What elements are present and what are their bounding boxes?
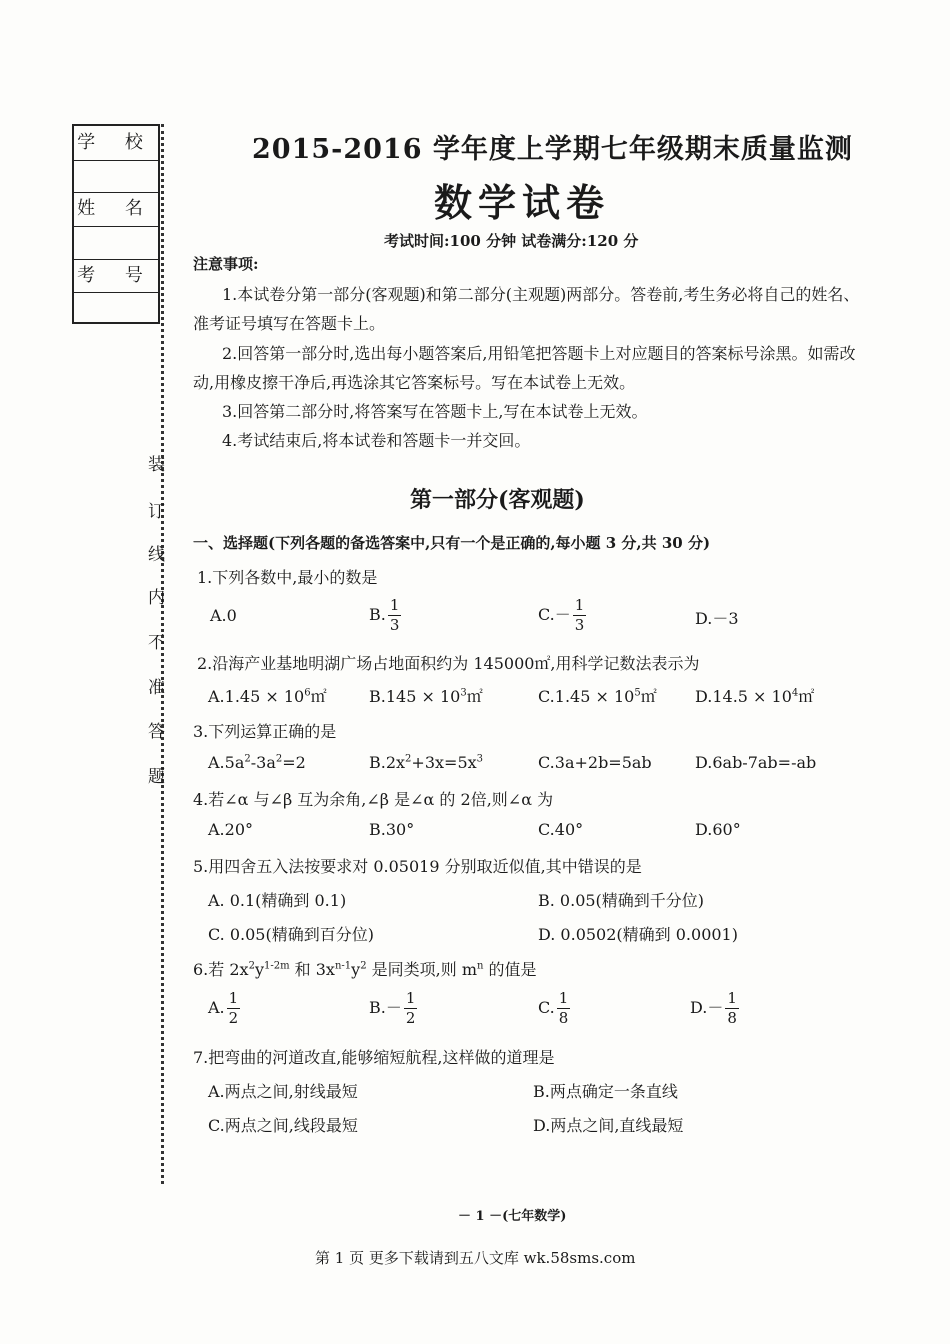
q3-option-b: $B.2x^2+3x=5x^3$ [369,753,484,772]
q4-option-b: B.30° [369,820,415,839]
q7-option-d: D.两点之间,直线最短 [533,1116,684,1135]
school-field [74,161,158,193]
binding-char: 线 [148,545,165,565]
q4-option-d: D.60° [695,820,741,839]
section-one-heading: 一、选择题(下列各题的备选答案中,只有一个是正确的,每小题 3 分,共 30 分) [193,534,711,552]
school-label: 学 校 [74,126,158,161]
q2-option-c: $C.1.45 \times 10^5㎡$ [538,687,657,706]
note-1-cont: 准考证号填写在答题卡上。 [193,314,386,333]
note-1: 1.本试卷分第一部分(客观题)和第二部分(主观题)两部分。答卷前,考生务必将自己的姓名、 [222,285,860,304]
binding-char: 装 [148,455,165,475]
q2-option-d: $D.14.5 \times 10^4㎡$ [695,687,815,706]
note-2: 2.回答第一部分时,选出每小题答案后,用铅笔把答题卡上对应题目的答案标号涂黑。如需改 [222,344,856,363]
binding-char: 内 [148,588,165,608]
q1-option-a: A.0 [210,606,237,625]
q2-option-b: $B.145 \times 10^3㎡$ [369,687,483,706]
q3-option-d: D.6ab-7ab=-ab [695,753,817,772]
binding-char: 准 [148,678,165,698]
question-7: 7.把弯曲的河道改直,能够缩短航程,这样做的道理是 [193,1048,555,1067]
binding-dotted-line [161,124,164,1184]
notes-heading: 注意事项: [193,255,259,273]
q1-option-c: C.－ $\frac{1}{3}$ [538,596,585,634]
exam-meta: 考试时间:100 分钟 试卷满分:120 分 [384,232,639,250]
q5-option-c: C. 0.05(精确到百分位) [208,925,374,944]
binding-char: 答 [148,722,165,742]
note-2-cont: 动,用橡皮擦干净后,再选涂其它答案标号。写在本试卷上无效。 [193,373,636,392]
question-5: 5.用四舍五入法按要求对 0.05019 分别取近似值,其中错误的是 [193,857,642,876]
q7-option-a: A.两点之间,射线最短 [208,1082,358,1101]
question-3: 3.下列运算正确的是 [193,722,337,741]
q6-option-a: A. $\frac{1}{2}$ [208,989,239,1027]
q3-option-a: $A.5a^2-3a^2=2$ [208,753,306,772]
note-4: 4.考试结束后,将本试卷和答题卡一并交回。 [222,431,531,450]
binding-char: 订 [148,502,165,522]
q4-option-a: A.20° [208,820,253,839]
exam-title: 2015-2016 学年度上学期七年级期末质量监测 [252,134,853,165]
q6-option-d: D.－ $\frac{1}{8}$ [690,989,737,1027]
binding-char: 题 [148,767,165,787]
page-number: － 1 －(七年数学) [458,1209,567,1224]
subject-title: 数学试卷 [434,180,611,225]
q7-option-c: C.两点之间,线段最短 [208,1116,358,1135]
q5-option-a: A. 0.1(精确到 0.1) [208,891,347,910]
q1-option-d: D.－3 [695,609,739,628]
question-1: 1.下列各数中,最小的数是 [197,568,378,587]
note-3: 3.回答第二部分时,将答案写在答题卡上,写在本试卷上无效。 [222,402,648,421]
name-field [74,227,158,260]
exam-no-field [74,293,158,324]
binding-char: 不 [148,633,165,653]
question-6: 6.若 $2x^2y^{1-2m}$ 和 $3x^{n-1}y^2$ 是同类项,则 $m^n$ 的值是 [193,960,537,979]
q4-option-c: C.40° [538,820,584,839]
footer-download-link[interactable]: 第 1 页 更多下载请到五八文库 wk.58sms.com [315,1249,636,1267]
q6-option-c: C. $\frac{1}{8}$ [538,989,569,1027]
question-2: 2.沿海产业基地明湖广场占地面积约为 145000㎡,用科学记数法表示为 [197,654,700,673]
q5-option-d: D. 0.0502(精确到 0.0001) [538,925,738,944]
exam-no-label: 考 号 [74,260,158,293]
q1-option-b: B. $\frac{1}{3}$ [369,596,400,634]
q2-option-a: $A.1.45 \times 10^6㎡$ [208,687,327,706]
student-info-box [72,124,160,324]
name-label: 姓 名 [74,193,158,227]
q6-option-b: B.－ $\frac{1}{2}$ [369,989,416,1027]
q5-option-b: B. 0.05(精确到千分位) [538,891,705,910]
part-one-heading: 第一部分(客观题) [410,487,585,513]
question-4: 4.若∠α 与∠β 互为余角,∠β 是∠α 的 2倍,则∠α 为 [193,790,554,809]
q3-option-c: C.3a+2b=5ab [538,753,652,772]
q7-option-b: B.两点确定一条直线 [533,1082,678,1101]
